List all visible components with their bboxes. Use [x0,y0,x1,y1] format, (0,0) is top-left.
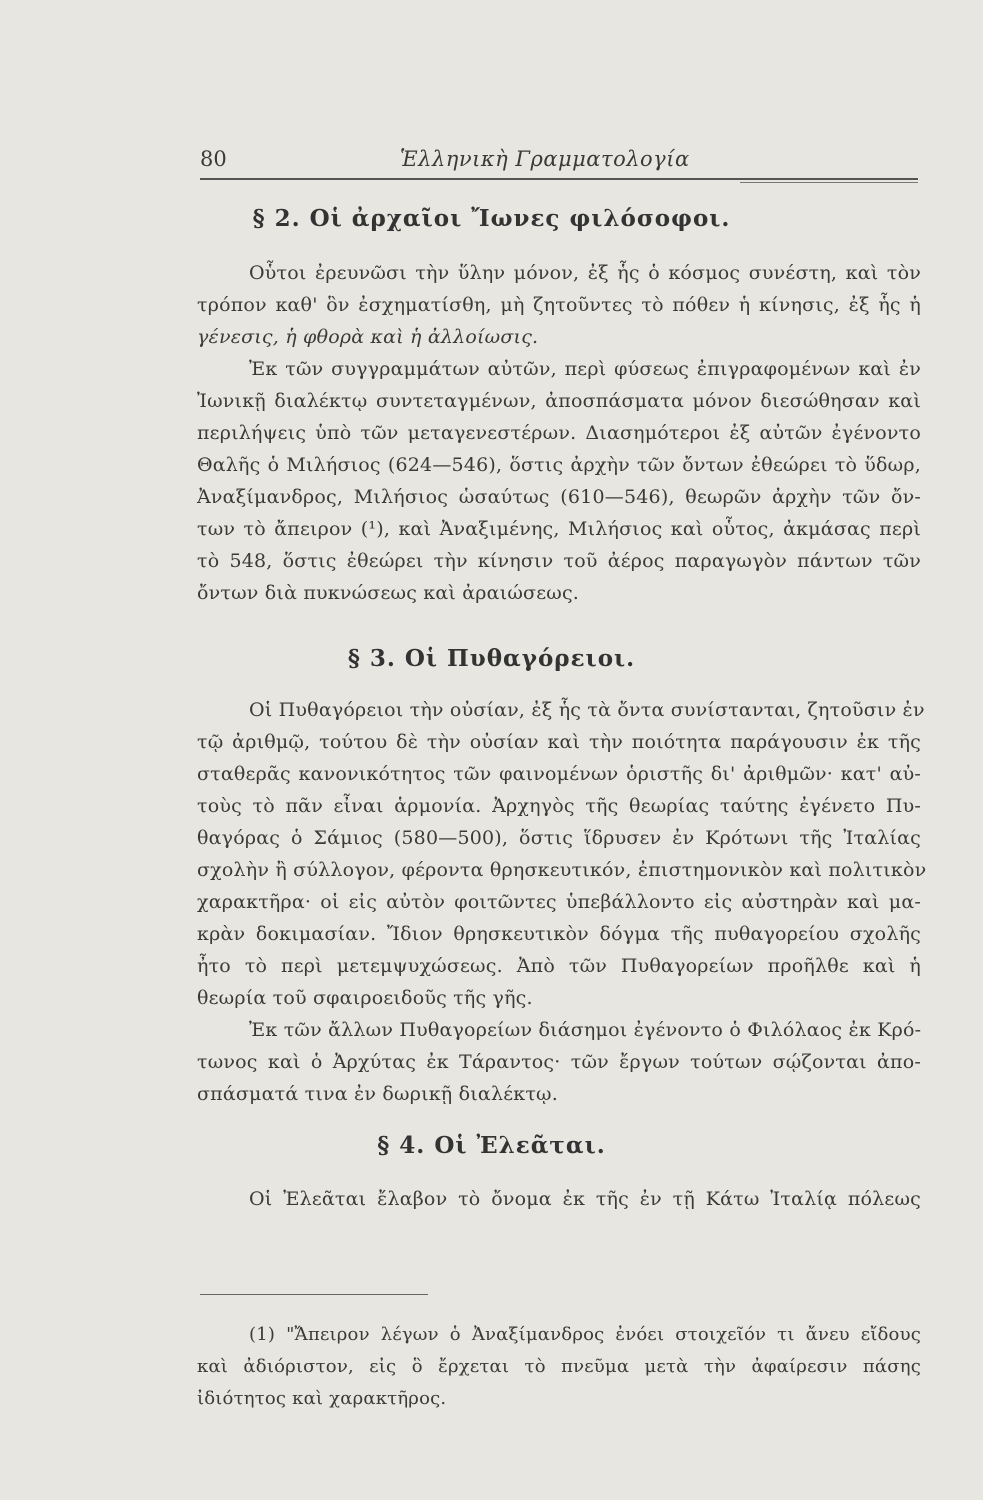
text-line: θεωρία τοῦ σφαιροειδοῦς τῆς γῆς. [197,987,533,1009]
page-header [200,143,920,179]
footnote-line: ἰδιότητος καὶ χαρακτῆρος. [197,1388,447,1409]
section-heading-3: § 3. Οἱ Πυθαγόρειοι. [347,645,636,672]
text-line: τρόπον καθ' ὃν ἐσχηματίσθη, μὴ ζητοῦντες τὸ πόθεν ἡ κίνησις, ἐξ ἧς ἡ [197,294,921,316]
text-line: θαγόρας ὁ Σάμιος (580—500), ὅστις ἵδρυσεν ἐν Κρότωνι τῆς Ἰταλίας [197,827,921,849]
text-line: σχολὴν ἢ σύλλογον, φέροντα θρησκευτικόν, ἐπιστημονικὸν καὶ πολιτικὸν [197,859,927,881]
text-line: των τὸ ἄπειρον (¹), καὶ Ἀναξιμένης, Μιλήσιος καὶ οὗτος, ἀκμάσας περὶ [197,518,921,540]
text-line: Θαλῆς ὁ Μιλήσιος (624—546), ὅστις ἀρχὴν τῶν ὄντων ἐθεώρει τὸ ὕδωρ, [197,454,921,476]
header-rule [200,178,918,180]
running-title: Ἑλληνικὴ Γραμματολογία [400,147,690,171]
text-line: τὸ 548, ὅστις ἐθεώρει τὴν κίνησιν τοῦ ἀέρος παραγωγὸν πάντων τῶν [197,550,921,572]
text-line: κρὰν δοκιμασίαν. Ἴδιον θρησκευτικὸν δόγμα τῆς πυθαγορείου σχολῆς [197,923,921,945]
text-line: Οἱ Πυθαγόρειοι τὴν οὐσίαν, ἐξ ἧς τὰ ὄντα συνίστανται, ζητοῦσιν ἐν [249,699,925,721]
text-line: Ἐκ τῶν συγγραμμάτων αὐτῶν, περὶ φύσεως ἐπιγραφομένων καὶ ἐν [249,358,921,380]
text-line: γένεσις, ἡ φθορὰ καὶ ἡ ἀλλοίωσις. [197,326,539,348]
text-line: σπάσματά τινα ἐν δωρικῇ διαλέκτῳ. [197,1083,558,1105]
section-3-body [197,694,927,1110]
footnote [197,1319,921,1415]
footnote-line: καὶ ἀδιόριστον, εἰς ὃ ἔρχεται τὸ πνεῦμα μετὰ τὴν ἀφαίρεσιν πάσης [197,1356,921,1377]
text-line: σταθερᾶς κανονικότητος τῶν φαινομένων ὁριστῆς δι' ἀριθμῶν· κατ' αὐ- [197,763,921,785]
text-line: ὄντων διὰ πυκνώσεως καὶ ἀραιώσεως. [197,582,580,604]
page-number: 80 [200,147,227,171]
section-heading-2: § 2. Οἱ ἀρχαῖοι Ἴωνες φιλόσοφοι. [252,205,731,232]
text-line: περιλήψεις ὑπὸ τῶν μεταγενεστέρων. Διασημότεροι ἐξ αὐτῶν ἐγένοντο [197,422,921,444]
text-line: τωνος καὶ ὁ Ἀρχύτας ἐκ Τάραντος· τῶν ἔργων τούτων σῴζονται ἀπο- [197,1051,921,1073]
text-line: Ἀναξίμανδρος, Μιλήσιος ὡσαύτως (610—546), θεωρῶν ἀρχὴν τῶν ὄν- [197,486,921,508]
header-rule-secondary [740,182,918,183]
text-line: ἦτο τὸ περὶ μετεμψυχώσεως. Ἀπὸ τῶν Πυθαγορείων προῆλθε καὶ ἡ [197,955,921,977]
text-line: Οὗτοι ἐρευνῶσι τὴν ὕλην μόνον, ἐξ ἧς ὁ κόσμος συνέστη, καὶ τὸν [249,262,921,284]
footnote-rule [200,1294,428,1295]
text-line: Οἱ Ἐλεᾶται ἔλαβον τὸ ὄνομα ἐκ τῆς ἐν τῇ Κάτω Ἰταλίᾳ πόλεως [249,1188,921,1210]
section-heading-4: § 4. Οἱ Ἐλεᾶται. [377,1132,606,1159]
text-line: Ἰωνικῇ διαλέκτῳ συντεταγμένων, ἀποσπάσματα μόνον διεσώθησαν καὶ [197,390,921,412]
section-2-body [197,257,921,609]
footnote-line: (1) "Ἄπειρον λέγων ὁ Ἀναξίμανδρος ἐνόει στοιχεῖόν τι ἄνευ εἴδους [249,1324,921,1345]
text-line: τοὺς τὸ πᾶν εἶναι ἁρμονία. Ἀρχηγὸς τῆς θεωρίας ταύτης ἐγένετο Πυ- [197,795,921,817]
text-line: τῷ ἀριθμῷ, τούτου δὲ τὴν οὐσίαν καὶ τὴν ποιότητα παράγουσιν ἐκ τῆς [197,731,921,753]
text-line: Ἐκ τῶν ἄλλων Πυθαγορείων διάσημοι ἐγένοντο ὁ Φιλόλαος ἐκ Κρό- [249,1019,922,1041]
text-line: χαρακτῆρα· οἱ εἰς αὐτὸν φοιτῶντες ὑπεβάλλοντο εἰς αὐστηρὰν καὶ μα- [197,891,921,913]
section-4-body [197,1183,921,1215]
